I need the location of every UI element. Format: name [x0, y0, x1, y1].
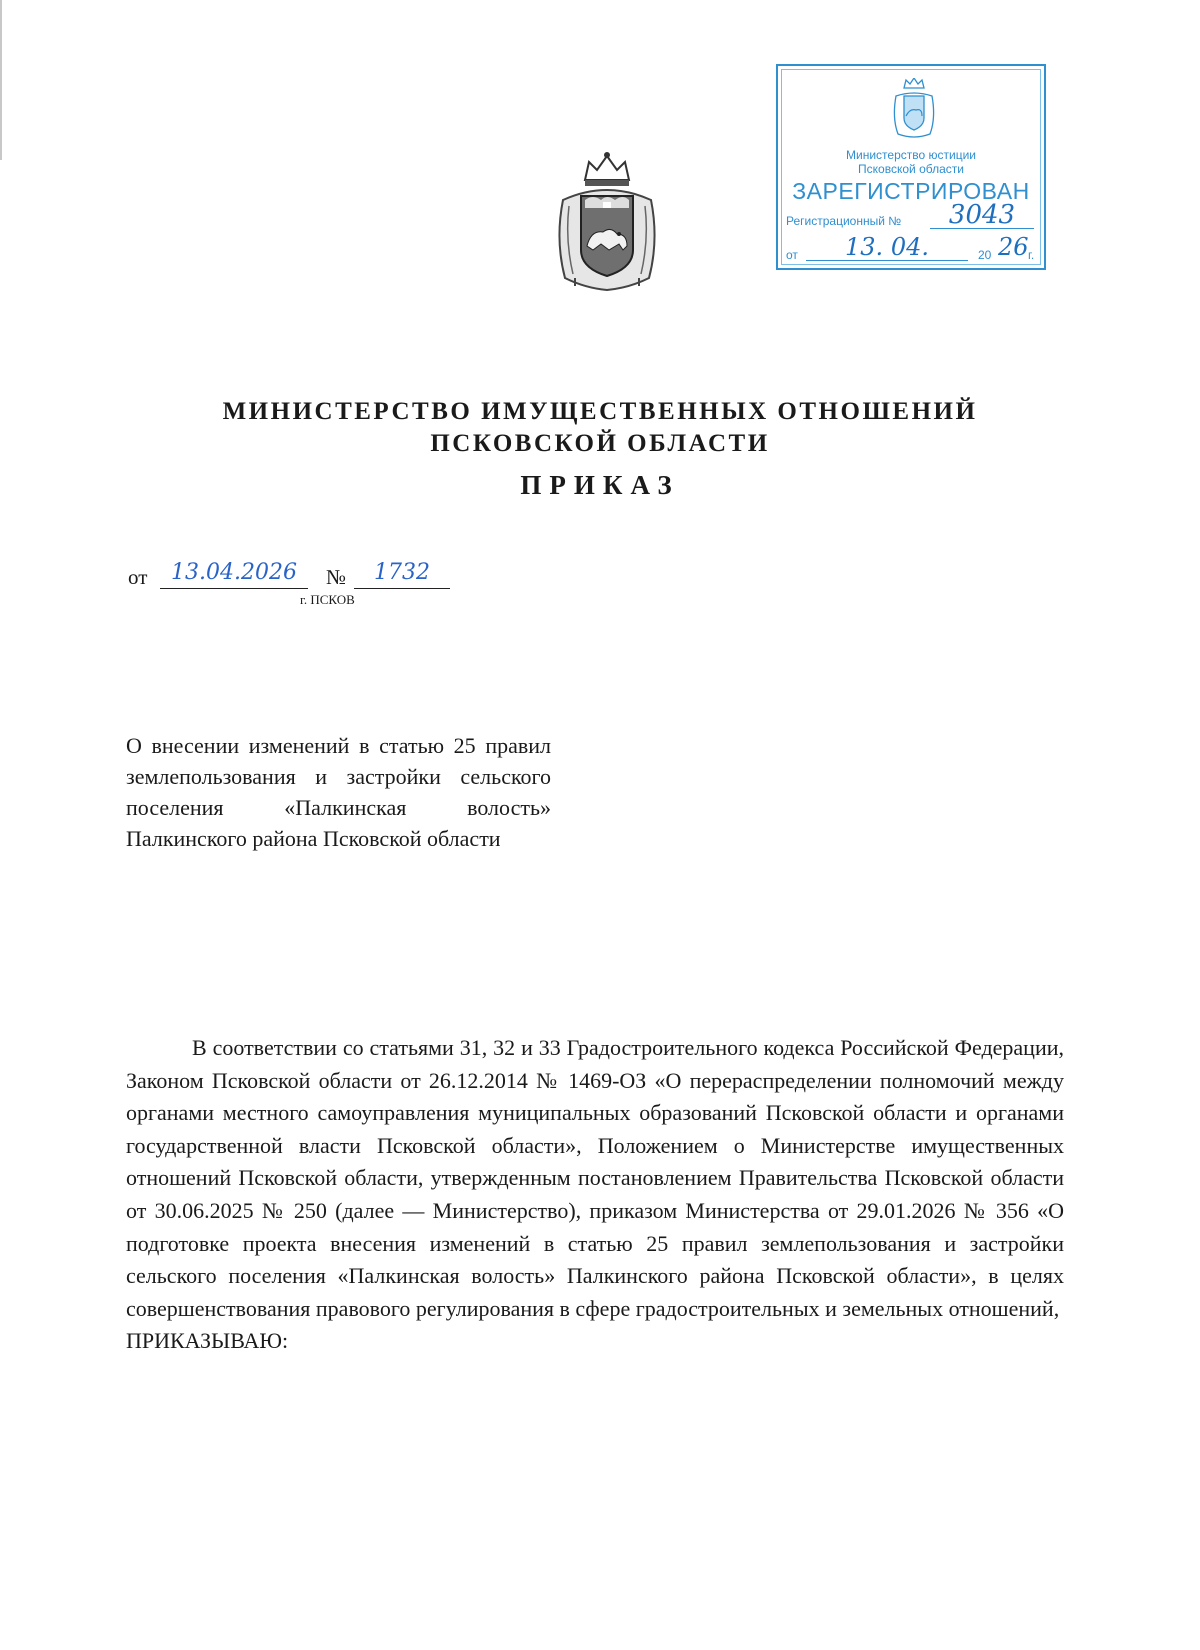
stamp-registered-label: ЗАРЕГИСТРИРОВАН: [792, 178, 1030, 204]
order-subject: О внесении изменений в статью 25 правил землепользования и застройки сельского поселения «Палкинская волость» Палкинского района Псковской области: [126, 733, 551, 851]
stamp-date-value: 13. 04.: [806, 234, 968, 261]
order-directive: ПРИКАЗЫВАЮ:: [126, 1328, 289, 1354]
order-date-label: от: [128, 565, 148, 589]
registration-stamp: [776, 64, 1046, 270]
stamp-region-line: Псковской области: [858, 162, 964, 176]
stamp-year-value: 26: [998, 233, 1029, 261]
stamp-ministry-line: Министерство юстиции: [846, 148, 976, 162]
coat-of-arms-icon: [545, 150, 669, 292]
stamp-reg-number-label: Регистрационный №: [786, 214, 902, 228]
stamp-reg-number: 3043: [930, 202, 1034, 229]
ministry-title-line1: МИНИСТЕРСТВО ИМУЩЕСТВЕННЫХ ОТНОШЕНИЙ: [222, 398, 978, 425]
order-date-value: 13.04.2026: [160, 560, 308, 589]
stamp-year-prefix: 20: [978, 248, 992, 262]
document-type: ПРИКАЗ: [520, 470, 680, 500]
stamp-date-prefix: от: [786, 248, 798, 262]
order-number-label: №: [326, 565, 347, 589]
ministry-title-line2: ПСКОВСКОЙ ОБЛАСТИ: [430, 430, 770, 457]
ministry-title: [150, 396, 1050, 460]
stamp-coat-of-arms-icon: [890, 78, 938, 140]
order-number-value: 1732: [354, 560, 450, 589]
preamble-paragraph: В соответствии со статьями 31, 32 и 33 Градостроительного кодекса Российской Федерации, Законом Псковской области от 26.12.2014 № 1469-ОЗ «О перераспределении полномочий между органами местного самоуправления муниципальных образований Псковской области и органами государственной власти Псковской области», Положением о Министерстве имущественных отношений Псковской области, утвержденным постановлением Правительства Псковской области от 30.06.2025 № 250 (далее — Министерство), приказом Министерства от 29.01.2026 № 356 «О подготовке проекта внесения изменений в статью 25 правил землепользования и застройки сельского поселения «Палкинская волость» Палкинского района Псковской области», в целях совершенствования правового регулирования в сфере градостроительных и земельных отношений,: [126, 1035, 1064, 1321]
stamp-year-suffix: г.: [1028, 248, 1035, 262]
order-body: [126, 1032, 1064, 1358]
order-city: г. ПСКОВ: [300, 592, 355, 607]
binding-mark: [0, 0, 2, 160]
